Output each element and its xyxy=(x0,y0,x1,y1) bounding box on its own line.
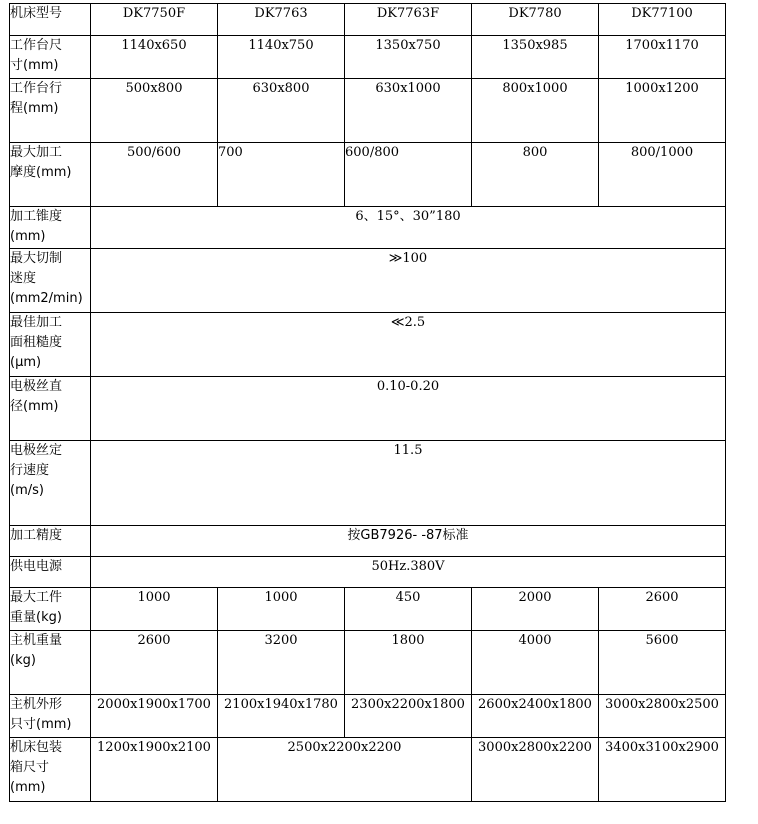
table-cell: 50Hz.380V xyxy=(91,557,726,588)
table-cell: 1700x1170 xyxy=(599,36,726,79)
table-cell: 2000x1900x1700 xyxy=(91,695,218,738)
row-label: 主机重量 (kg) xyxy=(10,631,91,695)
table-cell: 2500x2200x2200 xyxy=(218,738,472,802)
table-cell: 4000 xyxy=(472,631,599,695)
row-label: 加工精度 xyxy=(10,526,91,557)
table-cell: 2600 xyxy=(599,588,726,631)
row-label: 最佳加工 面租糙度 (μm) xyxy=(10,313,91,377)
machine-weight-row xyxy=(10,631,726,695)
row-label: 电极丝定 行速度 (m/s) xyxy=(10,441,91,526)
table-cell: 2300x2200x1800 xyxy=(345,695,472,738)
row-label: 主机外形 只寸(mm) xyxy=(10,695,91,738)
model-name: DK7780 xyxy=(472,4,599,36)
table-cell: 630x1000 xyxy=(345,79,472,143)
table-cell: ≫100 xyxy=(91,249,726,313)
table-cell: 2100x1940x1780 xyxy=(218,695,345,738)
table-cell: 2600x2400x1800 xyxy=(472,695,599,738)
spec-table xyxy=(9,3,726,802)
row-label: 工作台行 程(mm) xyxy=(10,79,91,143)
table-cell: 1800 xyxy=(345,631,472,695)
table-cell: 600/800 xyxy=(345,143,472,207)
table-cell: 1140x750 xyxy=(218,36,345,79)
table-cell: 800x1000 xyxy=(472,79,599,143)
table-cell: 3200 xyxy=(218,631,345,695)
roughness-row xyxy=(10,313,726,377)
table-cell: 5600 xyxy=(599,631,726,695)
row-label: 最大切制 迷度 (mm2/min) xyxy=(10,249,91,313)
travel-row xyxy=(10,79,726,143)
row-label: 供电电源 xyxy=(10,557,91,588)
workpiece-weight-row xyxy=(10,588,726,631)
table-cell: 1350x985 xyxy=(472,36,599,79)
model-name: DK7763 xyxy=(218,4,345,36)
header-row xyxy=(10,4,726,36)
table-cell: 1140x650 xyxy=(91,36,218,79)
table-cell: 6、15°、30”180 xyxy=(91,207,726,249)
table-cell: ≪2.5 xyxy=(91,313,726,377)
wire-speed-row xyxy=(10,441,726,526)
table-cell: 11.5 xyxy=(91,441,726,526)
table-cell: 1000 xyxy=(91,588,218,631)
table-cell: 1000 xyxy=(218,588,345,631)
row-label: 工作台尺 寸(mm) xyxy=(10,36,91,79)
table-cell: 3400x3100x2900 xyxy=(599,738,726,802)
taper-row xyxy=(10,207,726,249)
table-cell: 630x800 xyxy=(218,79,345,143)
row-label: 最大工件 重量(kg) xyxy=(10,588,91,631)
table-cell: 700 xyxy=(218,143,345,207)
table-cell: 1000x1200 xyxy=(599,79,726,143)
model-name: DK77100 xyxy=(599,4,726,36)
row-label: 最大加工 摩度(mm) xyxy=(10,143,91,207)
accuracy-row xyxy=(10,526,726,557)
model-name: DK7750F xyxy=(91,4,218,36)
table-cell: 1350x750 xyxy=(345,36,472,79)
table-cell: 0.10-0.20 xyxy=(91,377,726,441)
table-cell: 500x800 xyxy=(91,79,218,143)
packing-row xyxy=(10,738,726,802)
row-label: 机床包装 箱尺寸 (mm) xyxy=(10,738,91,802)
table-cell: 800/1000 xyxy=(599,143,726,207)
table-cell: 3000x2800x2200 xyxy=(472,738,599,802)
table-size-row xyxy=(10,36,726,79)
header-label: 机床型号 xyxy=(10,4,91,36)
table-cell: 500/600 xyxy=(91,143,218,207)
table-cell: 3000x2800x2500 xyxy=(599,695,726,738)
model-name: DK7763F xyxy=(345,4,472,36)
table-cell: 2600 xyxy=(91,631,218,695)
table-cell: 1200x1900x2100 xyxy=(91,738,218,802)
cut-speed-row xyxy=(10,249,726,313)
power-row xyxy=(10,557,726,588)
wire-diameter-row xyxy=(10,377,726,441)
row-label: 加工锥度 (mm) xyxy=(10,207,91,249)
max-thickness-row xyxy=(10,143,726,207)
table-cell: 800 xyxy=(472,143,599,207)
table-cell: 450 xyxy=(345,588,472,631)
table-cell: 2000 xyxy=(472,588,599,631)
table-cell: 按GB7926- -87标准 xyxy=(91,526,726,557)
row-label: 电极丝直 径(mm) xyxy=(10,377,91,441)
dimensions-row xyxy=(10,695,726,738)
